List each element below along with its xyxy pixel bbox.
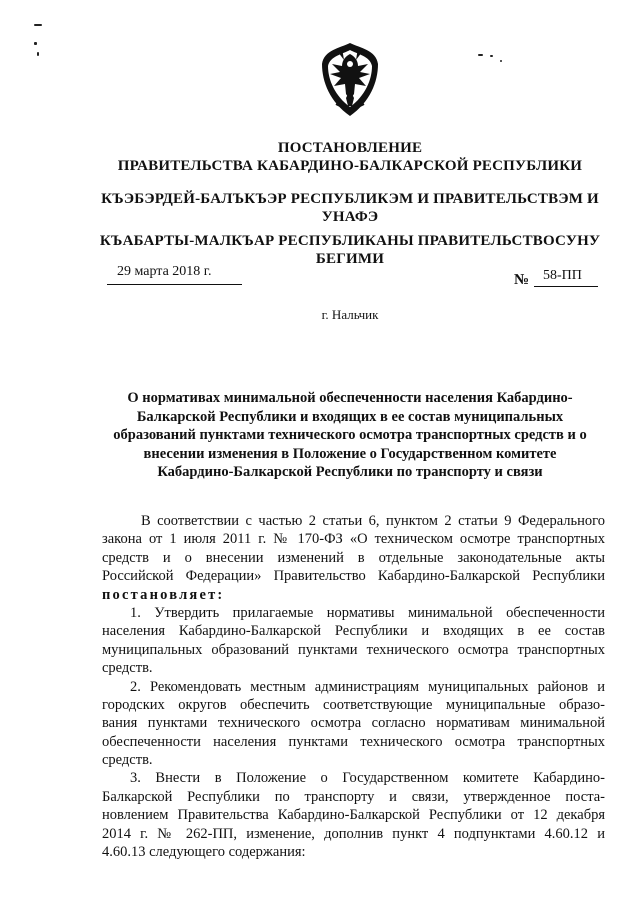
- item2-line: средств.: [102, 752, 153, 769]
- government-title-ru: ПРАВИТЕЛЬСТВА КАБАРДИНО-БАЛКАРСКОЙ РЕСПУБЛИКИ: [117, 158, 583, 174]
- balkar-title-line2: БЕГИМИ: [315, 251, 385, 267]
- decrees-word: постановляет:: [102, 586, 225, 603]
- resolution-heading: [0, 139, 640, 175]
- title-line: образований пунктами технического осмотра транспортных средств и о: [113, 427, 587, 443]
- item3-line: новлением Правительства Кабардино-Балкарской Республики от 12 декабря: [102, 807, 605, 824]
- number-underline: [534, 286, 598, 287]
- document-title: [0, 389, 640, 482]
- item2-line: городских округов обеспечить соответствующие муниципальные образо-: [102, 696, 605, 713]
- item2-line: вания пунктами технического осмотра согласно нормативам минимальной: [102, 715, 605, 732]
- item3-line: Балкарской Республики по транспорту и связи, утвержденное поста-: [102, 788, 605, 805]
- document-body: [102, 512, 605, 861]
- scan-speck: [34, 42, 37, 45]
- document-date: 29 марта 2018 г.: [117, 264, 212, 279]
- title-line: внесении изменения в Положение о Государственном комитете: [143, 445, 557, 462]
- preamble-line: Российской Федерации» Правительство Кабардино-Балкарской Республики: [102, 568, 605, 585]
- item1-line: средств.: [102, 660, 153, 677]
- balkar-heading: [0, 232, 640, 268]
- city-name: г. Нальчик: [321, 307, 379, 322]
- balkar-title-line1: КЪАБАРТЫ-МАЛКЪАР РЕСПУБЛИКАНЫ ПРАВИТЕЛЬСТВОСУНУ: [99, 233, 601, 249]
- item2-line: 2. Рекомендовать местным администрациям муниципальных районов и: [130, 678, 605, 695]
- item1-line: 1. Утвердить прилагаемые нормативы минимальной обеспеченности: [130, 604, 605, 621]
- kabardian-title-line2: УНАФЭ: [321, 209, 379, 225]
- scan-speck: [490, 55, 493, 57]
- document-number: 58-ПП: [543, 268, 582, 283]
- title-line: Балкарской Республики и входящих в ее состав муниципальных: [136, 408, 564, 425]
- preamble-line: закона от 1 июля 2011 г. № 170-ФЗ «О техническом осмотре транспортных: [102, 531, 605, 548]
- preamble-line: В соответствии с частью 2 статьи 6, пунктом 2 статьи 9 Федерального: [141, 513, 605, 529]
- item2-line: обеспеченности населения пунктами технического осмотра транспортных: [102, 733, 605, 750]
- item3-line: 4.60.13 следующего содержания:: [102, 844, 306, 861]
- resolution-title: ПОСТАНОВЛЕНИЕ: [277, 140, 423, 156]
- date-underline: [107, 284, 242, 285]
- kabardian-heading: [0, 190, 640, 226]
- item3-line: 3. Внести в Положение о Государственном комитете Кабардино-: [130, 770, 605, 787]
- scan-speck: [500, 60, 502, 62]
- preamble-line: средств и о внесении изменений в отдельные законодательные акты: [102, 549, 605, 566]
- coat-of-arms-emblem: [318, 40, 382, 118]
- scan-speck: [34, 24, 42, 26]
- number-sign: №: [514, 272, 530, 288]
- item1-line: населения Кабардино-Балкарской Республики и входящих в ее состав: [102, 623, 605, 640]
- kabardian-title-line1: КЪЭБЭРДЕЙ-БАЛЪКЪЭР РЕСПУБЛИКЭМ И ПРАВИТЕЛЬСТВЭМ И: [101, 191, 599, 207]
- scan-speck: [478, 54, 483, 56]
- item3-line: 2014 г. № 262-ПП, изменение, дополнив пункт 4 подпунктами 4.60.12 и: [102, 825, 605, 842]
- item1-line: муниципальных образований пунктами технического осмотра транспортных: [102, 641, 605, 658]
- scan-speck: [37, 52, 39, 56]
- title-line: О нормативах минимальной обеспеченности населения Кабардино-: [127, 390, 573, 406]
- title-line: Кабардино-Балкарской Республики по транспорту и связи: [157, 464, 543, 480]
